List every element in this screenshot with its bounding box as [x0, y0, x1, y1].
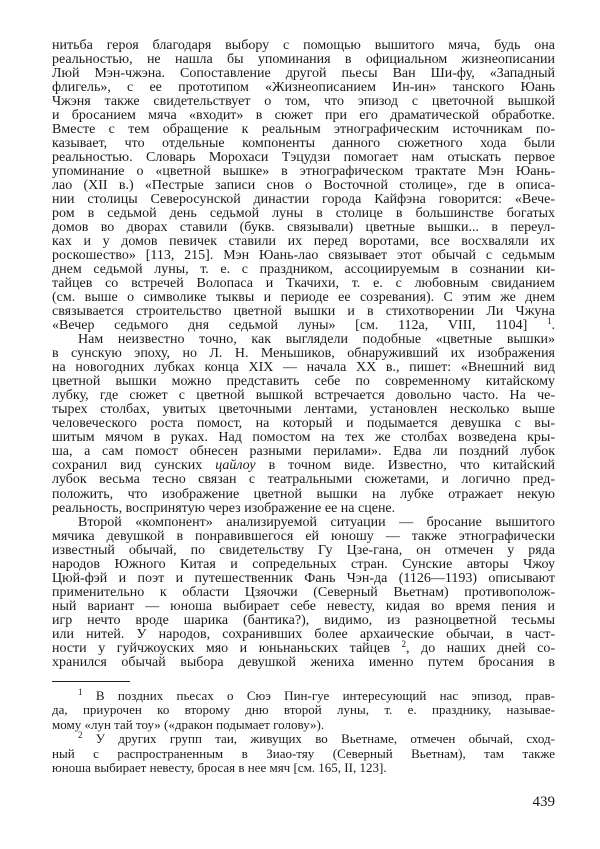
- footnote-marker: 2: [78, 730, 83, 741]
- text-segment: , до наших дней со-: [406, 640, 555, 656]
- footnote-line: [52, 732, 555, 746]
- text-line: реальность, воспринятую через изображение ее на сцене.: [52, 500, 396, 516]
- text-line: тырех столбах, увитых цветочными лентами, установлен несколько выше: [52, 402, 555, 418]
- text-line: связывается строительство цветной вышки и в стихотворении Ли Чжуна: [52, 304, 555, 320]
- text-line: в сунскую эпоху, но Л. Н. Меньшиков, обнаруживший их изображения: [52, 346, 555, 362]
- footnote-marker: 1: [547, 316, 552, 327]
- page-number: 439: [532, 794, 555, 810]
- text-line: Чжэня также свидетельствует о том, что эпизод с цветочной вышкой: [52, 94, 555, 110]
- text-line: ром в седьмой день седьмой луны в столице в большинстве богатых: [52, 206, 555, 222]
- footnote-marker: 1: [78, 687, 83, 697]
- text-line: Вместе с тем обращение к реальным этнографическим источникам по-: [52, 122, 555, 138]
- text-line: тайцев со встречей Волопаса и Ткачихи, т. е. с любовным свиданием: [52, 276, 555, 292]
- text-line: шитым мячом в руках. Над помостом на тех же столбах возведена кры-: [52, 430, 555, 446]
- text-line: Второй «компонент» анализируемой ситуации — бросание вышитого: [78, 514, 555, 530]
- text-line: ный вариант — юноша выбирает себе невесту, кидая во время пения и: [52, 598, 555, 614]
- text-line: лубку, где сюжет с цветной вышкой встречается довольно часто. На че-: [52, 388, 555, 404]
- text-line: днем седьмой луны, т. е. с праздником, ассоциируемым в сознании ки-: [52, 262, 555, 278]
- text-line: цветной вышки можно представить себе по современному китайскому: [52, 374, 555, 390]
- text-line: хранился обычай выбора девушкой жениха именно путем бросания в: [52, 654, 555, 670]
- text-line: [52, 638, 555, 656]
- footnote-line: мому «лун тай тоу» («дракон подымает голову»).: [52, 716, 325, 732]
- footnote-line: ный с распространенным в Зиао-тяу (Северный Вьетнам), там также: [52, 745, 555, 761]
- text-line: ках и у домов певичек ставили их перед воротами, все восхваляли их: [52, 234, 555, 250]
- text-line: известный обычай, по свидетельству Гу Цзе-гана, он отмечен у ряда: [52, 542, 555, 558]
- text-line: мячика девушкой в понравившегося ей юношу — также этнографически: [52, 528, 555, 544]
- text-line: положить, что изображение цветной вышки на лубке отражает некую: [52, 486, 555, 502]
- text-segment: в точном виде. Известно, что китайский: [255, 458, 555, 474]
- text-segment: ности у гуйчжоуских мяо и юньнаньских тайцев: [52, 640, 402, 656]
- text-line: лао (XII в.) «Пестрые записи снов о Восточной столице», где в описа-: [52, 178, 555, 194]
- text-line: народов Южного Китая и сопредельных стран. Сунские авторы Чжоу: [52, 556, 555, 572]
- text-line: игр нечто вроде шарика (бантика?), видимо, из разноцветной тесьмы: [52, 612, 555, 628]
- text-line: и бросанием мяча «входит» в сюжет при его драматической обработке.: [52, 108, 555, 124]
- text-segment: «Вечер седьмого дня седьмой луны» [см. 112а, VIII, 1104]: [52, 318, 547, 334]
- text-line: реальностью. Словарь Морохаси Тэцудзи помогает нам отыскать первое: [52, 150, 555, 166]
- footnote-line: юноша выбирает невесту, бросая в нее мяч [см. 165, II, 123].: [52, 759, 387, 775]
- text-line: Цюй-фэй и поэт и путешественник Фань Чэн-да (1126—1193) описывают: [52, 570, 555, 586]
- text-line: [52, 316, 555, 334]
- text-segment: .: [551, 318, 555, 334]
- footnotes: [52, 689, 555, 775]
- text-line: применительно к области Цзяочжи (Северный Вьетнам) противополож-: [52, 584, 555, 600]
- text-line: лубок весьма тесно связан с театральными сюжетами, и логично пред-: [52, 472, 555, 488]
- footnote-line: да, приурочен ко второму дню второй луны, т. е. празднику, называе-: [52, 702, 555, 718]
- text-line: Люй Мэн-чжэна. Сопоставление другой пьесы Ван Ши-фу, «Западный: [52, 66, 555, 82]
- text-line: (см. выше о символике тыквы и периоде ее созревания). С этим же днем: [52, 290, 555, 306]
- footnote-divider: [52, 681, 130, 682]
- footnote-marker: 2: [401, 638, 407, 649]
- text-line: упоминание о «цветной вышке» в этнографическом трактате Мэн Юань-: [52, 164, 555, 180]
- text-line: нии столицы Северосунской династии города Кайфэна говорится: «Вече-: [52, 192, 555, 208]
- text-line: флигель», с ее прототипом «Жизнеописанием Ин-ин» танского Юань: [52, 80, 555, 96]
- italic-term: цайлоу: [215, 458, 256, 474]
- text-line: [52, 459, 555, 473]
- text-line: на новогодних лубках конца XIX — начала XX в., пишет: «Внешний вид: [52, 360, 555, 376]
- text-line: ша, а сам помост обнесен разными перилами». Едва ли поздний лубок: [52, 444, 555, 460]
- text-line: реальностью, не нашла бы упоминания в официальном жизнеописании: [52, 52, 555, 68]
- text-line: домов во дворах ставили (букв. связывали) цветные вышки... в переул-: [52, 220, 555, 236]
- text-line: казывает, что отдельные компоненты данного сюжетного хода были: [52, 136, 555, 152]
- text-line: нитьба героя благодаря выбору с помощью вышитого мяча, будь она: [52, 38, 555, 53]
- footnote-line: [52, 689, 555, 703]
- body-text: [52, 39, 555, 670]
- text-segment: сохранил вид сунских: [52, 458, 216, 474]
- text-segment: В поздних пьесах о Сюэ Пин-гуе интересующий нас эпизод, прав-: [82, 688, 555, 703]
- text-segment: У других групп таи, живущих во Вьетнаме, отмечен обычай, сход-: [82, 731, 555, 747]
- text-line: или нитей. У народов, сохранивших более архаические обычаи, в част-: [52, 626, 555, 642]
- text-line: человеческого роста помост, на который и подымается девушка с вы-: [52, 416, 555, 432]
- text-line: Нам неизвестно точно, как выглядели подобные «цветные вышки»: [78, 332, 555, 348]
- text-line: роскошество» [113, 215]. Мэн Юань-лао связывает этот обычай с седьмым: [52, 248, 555, 264]
